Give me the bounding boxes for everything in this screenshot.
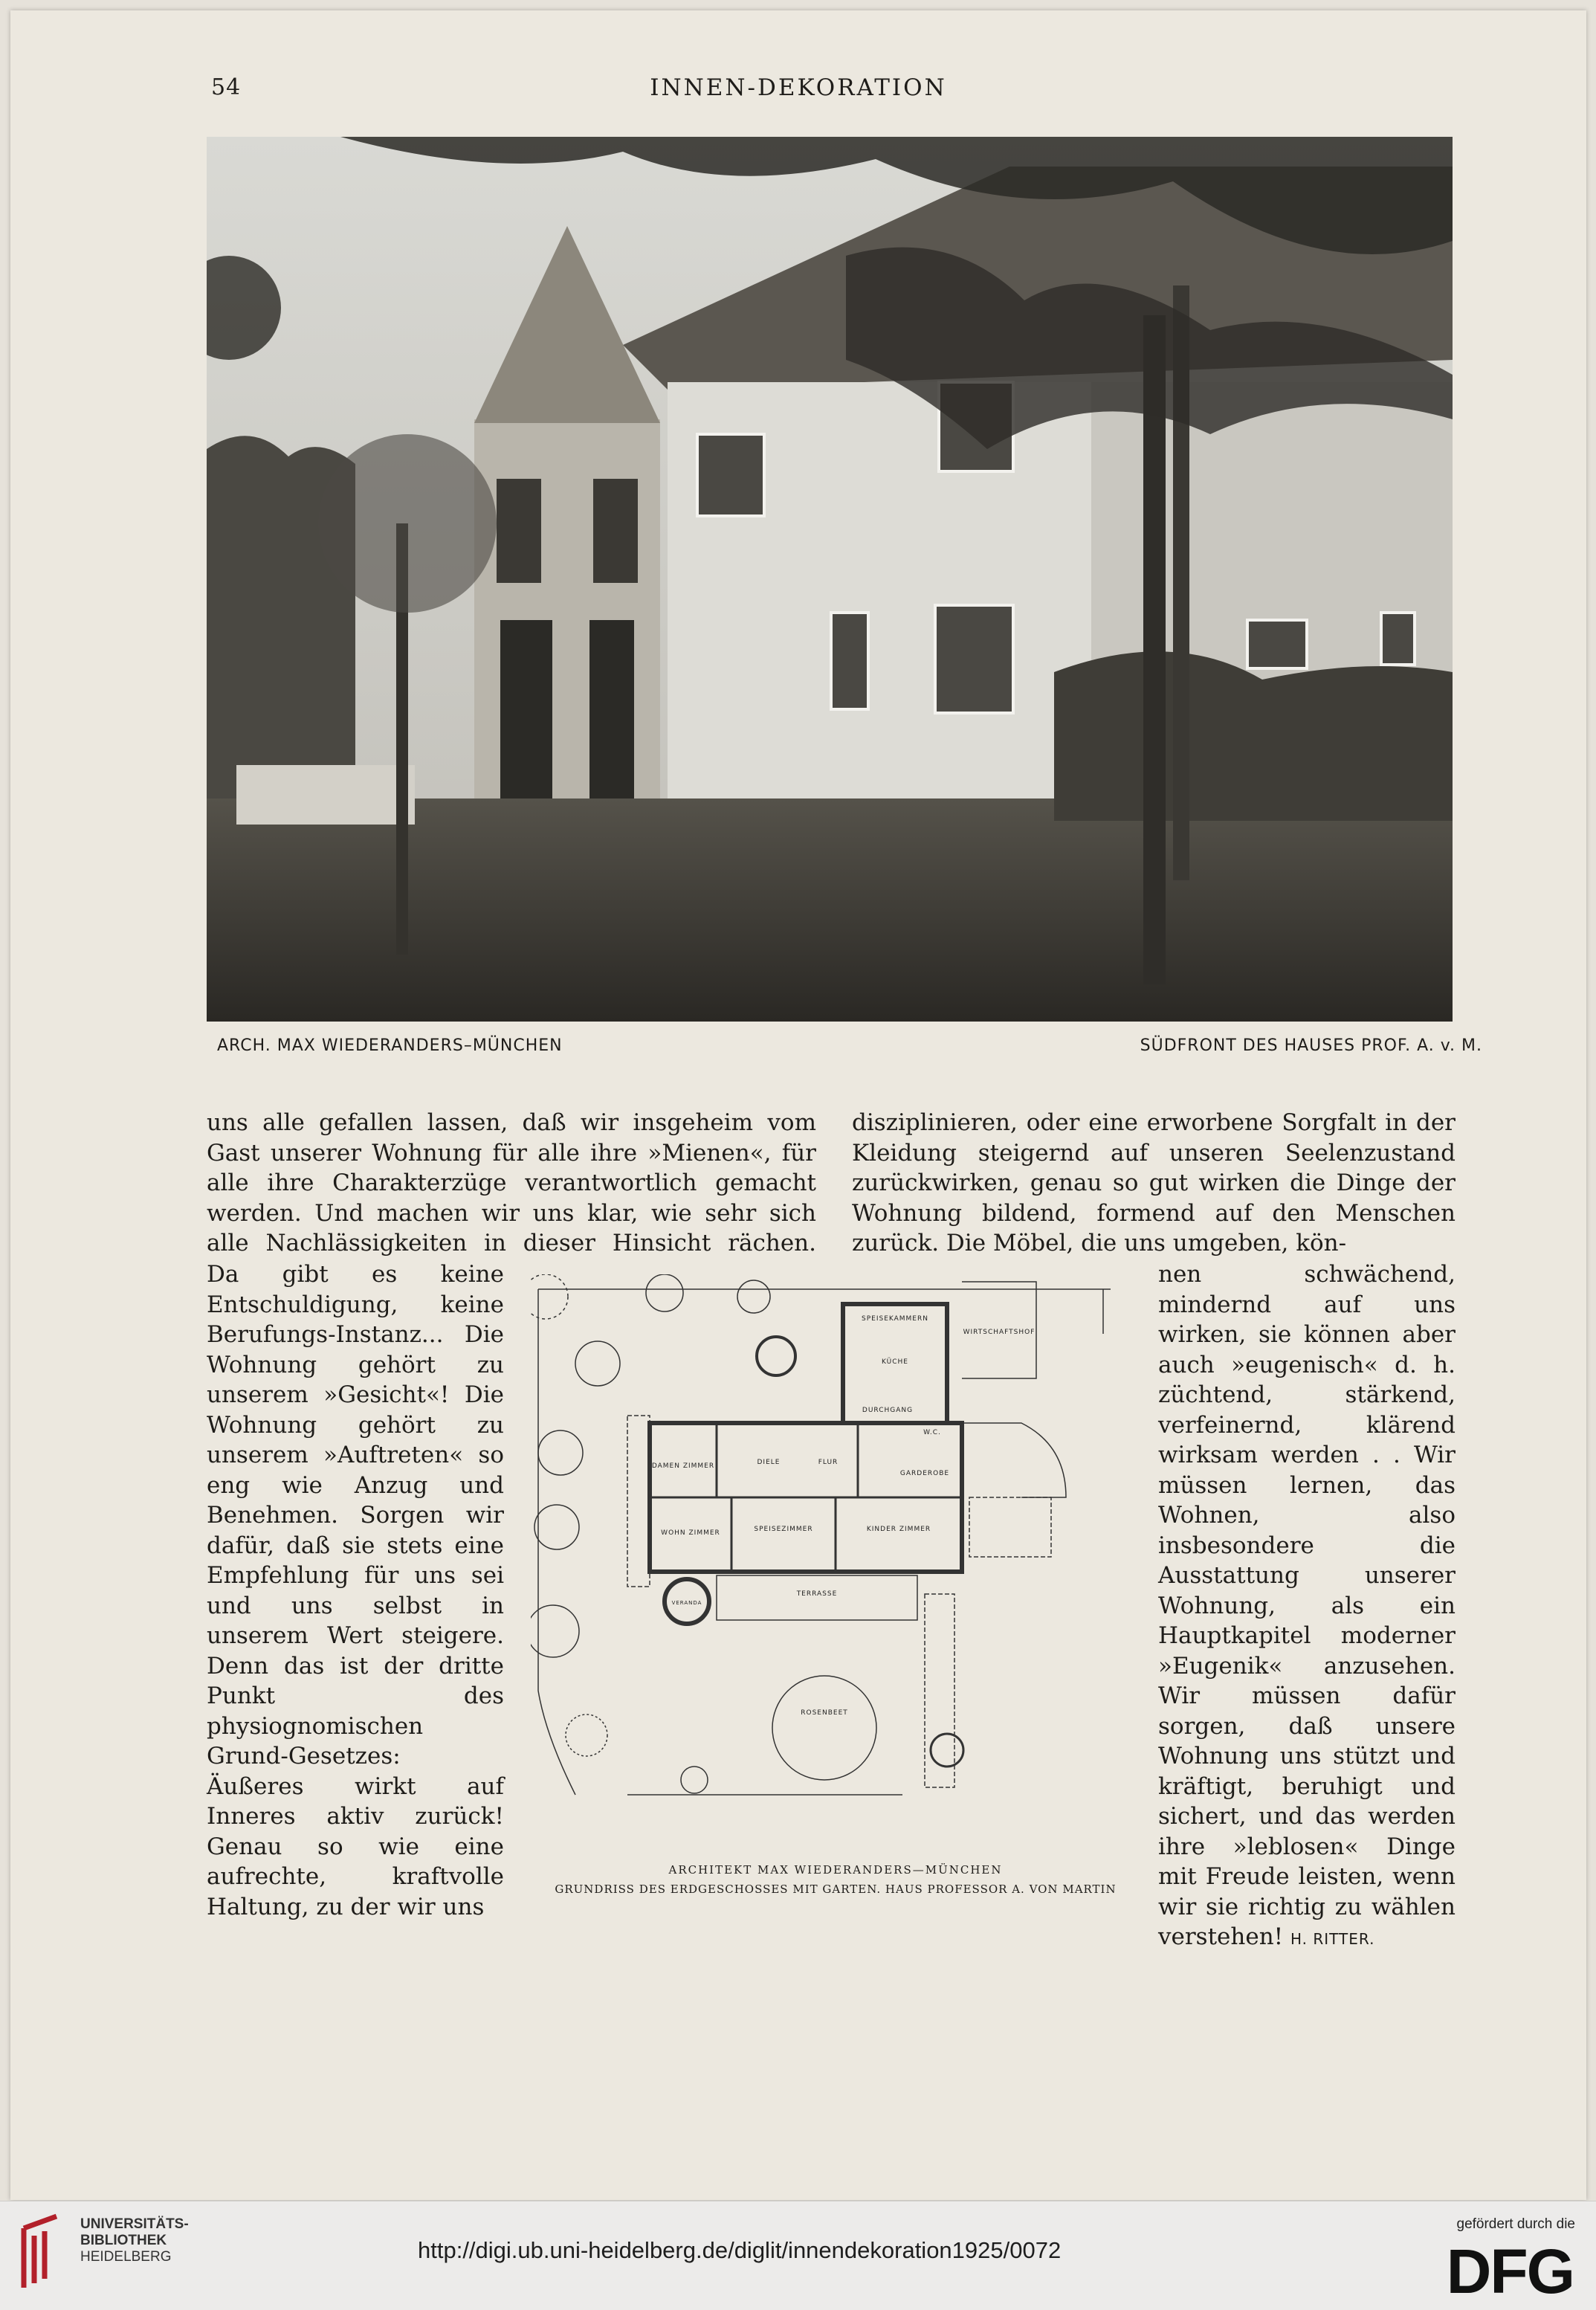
room-label-wohnzimmer: WOHN ZIMMER — [661, 1529, 720, 1537]
page-number: 54 — [211, 74, 242, 100]
running-head: INNEN-DEKORATION — [650, 74, 947, 101]
floor-plan — [531, 1274, 1140, 1839]
library-line-1: UNIVERSITÄTS- — [80, 2216, 189, 2232]
text-column-left-top — [207, 1108, 816, 1259]
digitization-footer — [0, 2201, 1596, 2310]
house-photograph — [207, 137, 1453, 1022]
house-photo-illustration — [207, 137, 1453, 1022]
room-label-wc: W.C. — [923, 1429, 941, 1436]
room-label-garderobe: GARDEROBE — [899, 1470, 950, 1477]
room-label-veranda: VERANDA — [671, 1600, 702, 1606]
university-library-name — [80, 2216, 189, 2265]
room-label-wirtschaftshof: WIRTSCHAFTSHOF — [963, 1329, 1036, 1336]
room-label-damenzimmer: DAMEN ZIMMER — [651, 1462, 715, 1470]
permalink-url[interactable]: http://digi.ub.uni-heidelberg.de/diglit/innendekoration1925/0072 — [418, 2237, 1062, 2263]
garden-label-rosenbeet: ROSENBEET — [801, 1709, 848, 1717]
plan-caption-architect: ARCHITEKT MAX WIEDERANDERS—MÜNCHEN — [668, 1863, 1003, 1877]
paragraph: disziplinieren, oder eine erworbene Sorgfalt in der Kleidung steigernd auf unseren Seelenzustand zurückwirken, genau so gut wirken die Dinge der Wohnung bildend, formend auf den Menschen zurück. Die Möbel, die uns umgeben, kön- — [852, 1109, 1456, 1256]
library-line-2: BIBLIOTHEK — [80, 2233, 167, 2248]
plan-caption-title: GRUNDRISS DES ERDGESCHOSSES MIT GARTEN. HAUS PROFESSOR A. VON MARTIN — [555, 1882, 1117, 1896]
room-label-flur: FLUR — [818, 1459, 839, 1466]
document-page — [10, 10, 1586, 2200]
room-label-speisekammern: SPEISEKAMMERN — [862, 1315, 928, 1323]
room-label-kinderzimmer: KINDER ZIMMER — [866, 1526, 931, 1533]
text-column-right-narrow — [1158, 1259, 1456, 1955]
room-label-kueche: KÜCHE — [882, 1358, 908, 1366]
photo-caption-title: SÜDFRONT DES HAUSES PROF. A. v. M. — [1140, 1036, 1482, 1055]
text-column-left-narrow — [207, 1259, 504, 1922]
paragraph: Da gibt es keine Entschuldigung, keine Berufungs-Instanz... Die Wohnung gehört zu unserem »Gesicht«! Die Wohnung gehört zu unserem »Auftreten« so eng wie Anzug und Benehmen. Sorgen wir dafür, daß sie stets eine Empfehlung für uns sei und uns selbst in unserem Wert steigere. Denn das ist der dritte Punkt des physiognomischen Grund-Gesetzes: Äußeres wirkt auf Inneres aktiv zurück! Genau so wie eine aufrechte, kraftvolle Haltung, zu der wir uns — [207, 1261, 504, 1920]
dfg-logo: DFG — [1446, 2236, 1574, 2306]
paragraph: uns alle gefallen lassen, daß wir insgeheim vom Gast unserer Wohnung für alle ihre »Mienen«, für alle ihre Charakterzüge verantwortlich gemacht werden. Und machen wir uns klar, wie sehr sich alle Nachlässigkeiten in dieser Hinsicht rächen. — [207, 1109, 816, 1256]
library-line-3: HEIDELBERG — [80, 2249, 172, 2265]
photo-caption-architect: ARCH. MAX WIEDERANDERS–MÜNCHEN — [217, 1036, 563, 1055]
university-library-logo-icon — [18, 2213, 70, 2295]
author-signature: H. RITTER. — [1290, 1930, 1375, 1948]
room-label-durchgang: DURCHGANG — [862, 1407, 914, 1414]
paragraph-text: nen schwächend, mindernd auf uns wirken, sie können aber auch »eugenisch« d. h. züchtend, stärkend, verfeinernd, klärend wirksam werden . . Wir müssen lernen, das Wohnen, also insbesondere die Ausstattung unserer Wohnung, als ein Hauptkapitel moderner »Eugenik« anzusehen. Wir müssen dafür sorgen, daß unsere Wohnung uns stützt und kräftigt, beruhigt und sichert, und das werden ihre »leblosen« Dinge mit Freude leisten, wenn wir sie richtig zu wählen verstehen! — [1158, 1261, 1456, 1950]
room-label-diele: DIELE — [757, 1459, 781, 1466]
room-label-terrasse: TERRASSE — [796, 1590, 838, 1598]
funding-label: gefördert durch die — [1456, 2216, 1575, 2232]
room-label-speisezimmer: SPEISEZIMMER — [754, 1526, 813, 1533]
paragraph — [1158, 1259, 1456, 1955]
text-column-right-top — [852, 1108, 1456, 1259]
